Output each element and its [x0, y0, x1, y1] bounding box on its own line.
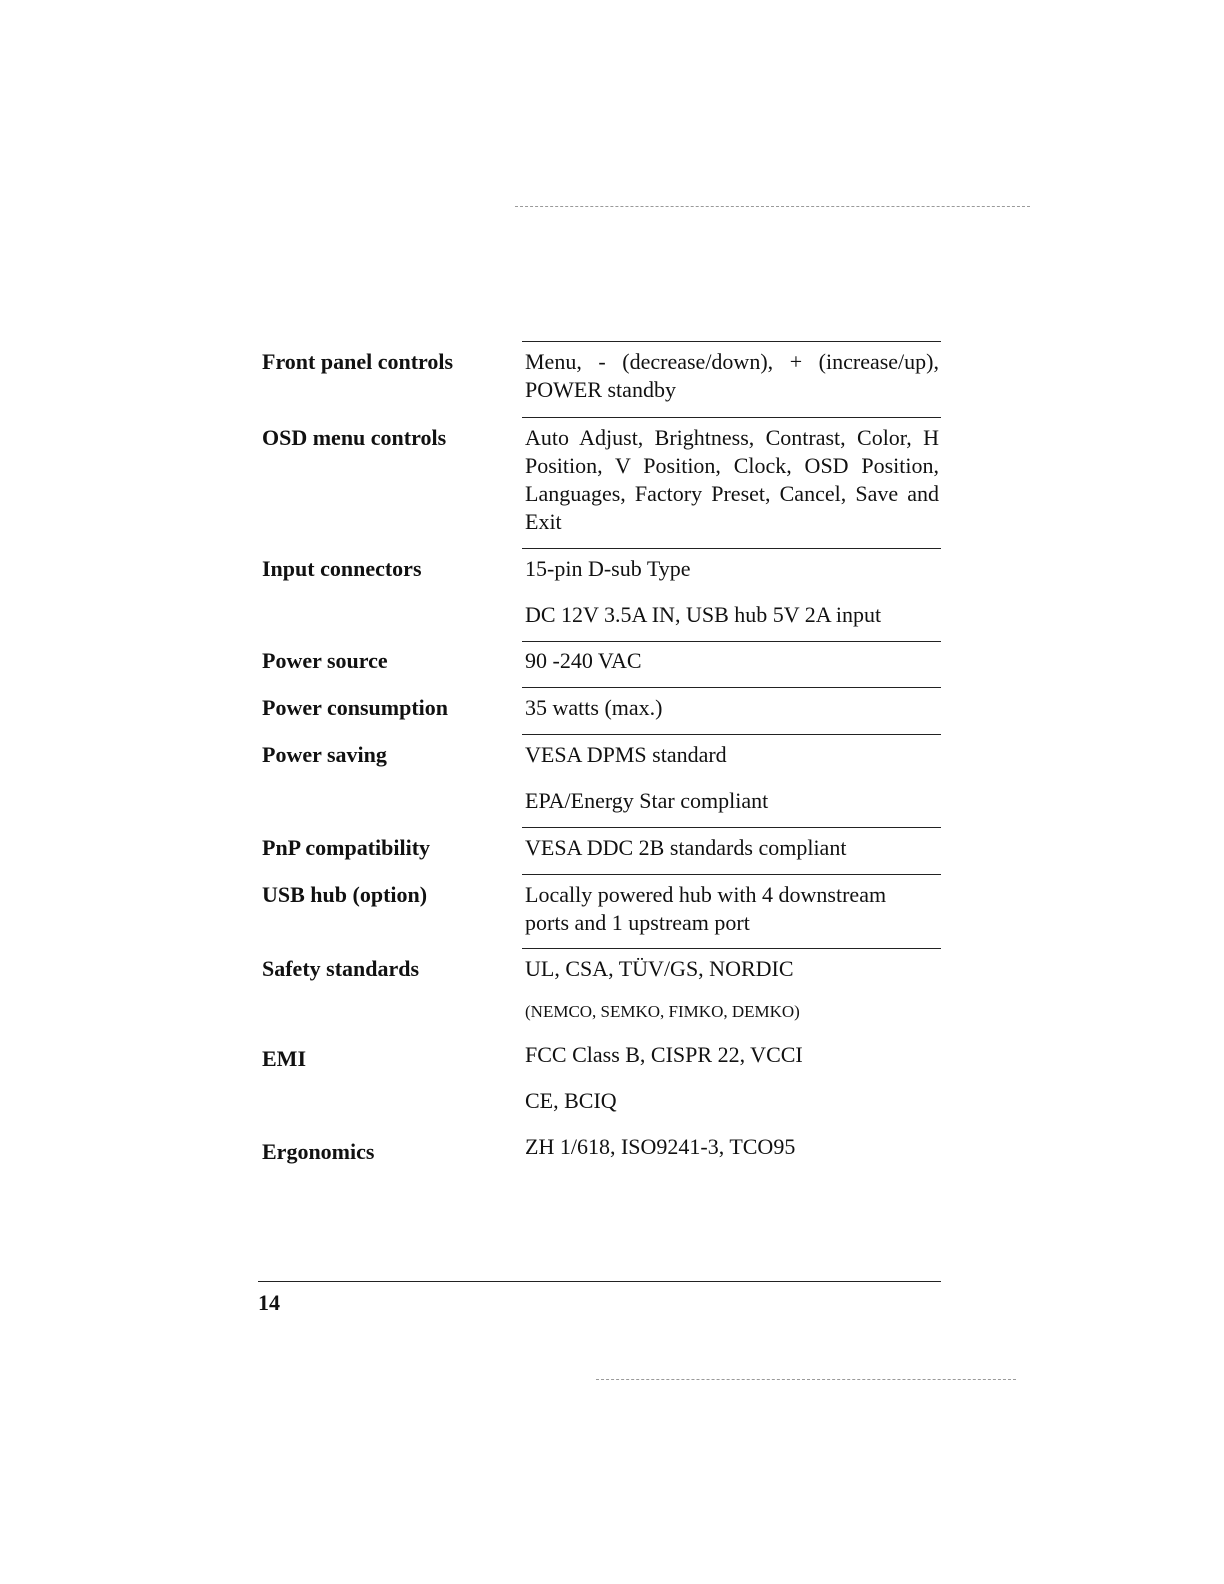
scan-artifact-bottom	[596, 1379, 1016, 1380]
spec-value-emi-2: CE, BCIQ	[525, 1088, 617, 1113]
spec-value-input-connectors-1: 15-pin D-sub Type	[525, 556, 691, 581]
spec-value-front-panel-controls: Menu, - (decrease/down), + (increase/up), POWER standby	[525, 349, 939, 402]
row-divider	[522, 687, 941, 688]
row-divider	[522, 641, 941, 642]
page-number: 14	[258, 1290, 280, 1315]
spec-label-input-connectors: Input connectors	[262, 556, 422, 581]
spec-label-osd-menu-controls: OSD menu controls	[262, 425, 447, 450]
spec-label-power-saving: Power saving	[262, 742, 387, 767]
spec-label-usb-hub: USB hub (option)	[262, 882, 428, 907]
row-divider	[522, 417, 941, 418]
spec-value-input-connectors-2: DC 12V 3.5A IN, USB hub 5V 2A input	[525, 602, 882, 627]
spec-value-safety-standards-2: (NEMCO, SEMKO, FIMKO, DEMKO)	[525, 1002, 800, 1021]
row-divider	[522, 548, 941, 549]
spec-value-power-saving-1: VESA DPMS standard	[525, 742, 727, 767]
spec-value-safety-standards-1: UL, CSA, TÜV/GS, NORDIC	[525, 956, 794, 981]
spec-value-usb-hub: Locally powered hub with 4 downstream ports and 1 upstream port	[525, 882, 887, 935]
spec-label-front-panel-controls: Front panel controls	[262, 349, 454, 374]
row-divider	[522, 948, 941, 949]
row-divider	[522, 734, 941, 735]
row-divider	[522, 827, 941, 828]
spec-label-safety-standards: Safety standards	[262, 956, 420, 981]
spec-value-power-consumption: 35 watts (max.)	[525, 695, 663, 720]
spec-value-pnp-compatibility: VESA DDC 2B standards compliant	[525, 835, 847, 860]
spec-label-emi: EMI	[262, 1046, 306, 1071]
footer-divider	[258, 1281, 941, 1282]
spec-label-power-consumption: Power consumption	[262, 695, 448, 720]
spec-label-pnp-compatibility: PnP compatibility	[262, 835, 431, 860]
row-divider	[522, 874, 941, 875]
spec-label-power-source: Power source	[262, 648, 388, 673]
row-divider	[522, 341, 941, 342]
spec-label-ergonomics: Ergonomics	[262, 1139, 375, 1164]
scan-artifact-top	[515, 206, 1030, 207]
spec-value-power-saving-2: EPA/Energy Star compliant	[525, 788, 769, 813]
spec-value-power-source: 90 -240 VAC	[525, 648, 642, 673]
spec-value-emi-1: FCC Class B, CISPR 22, VCCI	[525, 1042, 803, 1067]
spec-value-osd-menu-controls: Auto Adjust, Brightness, Contrast, Color, H Position, V Position, Clock, OSD Position, Languages, Factory Preset, Cancel, Save and Exit	[525, 425, 939, 534]
spec-value-ergonomics: ZH 1/618, ISO9241-3, TCO95	[525, 1134, 796, 1159]
